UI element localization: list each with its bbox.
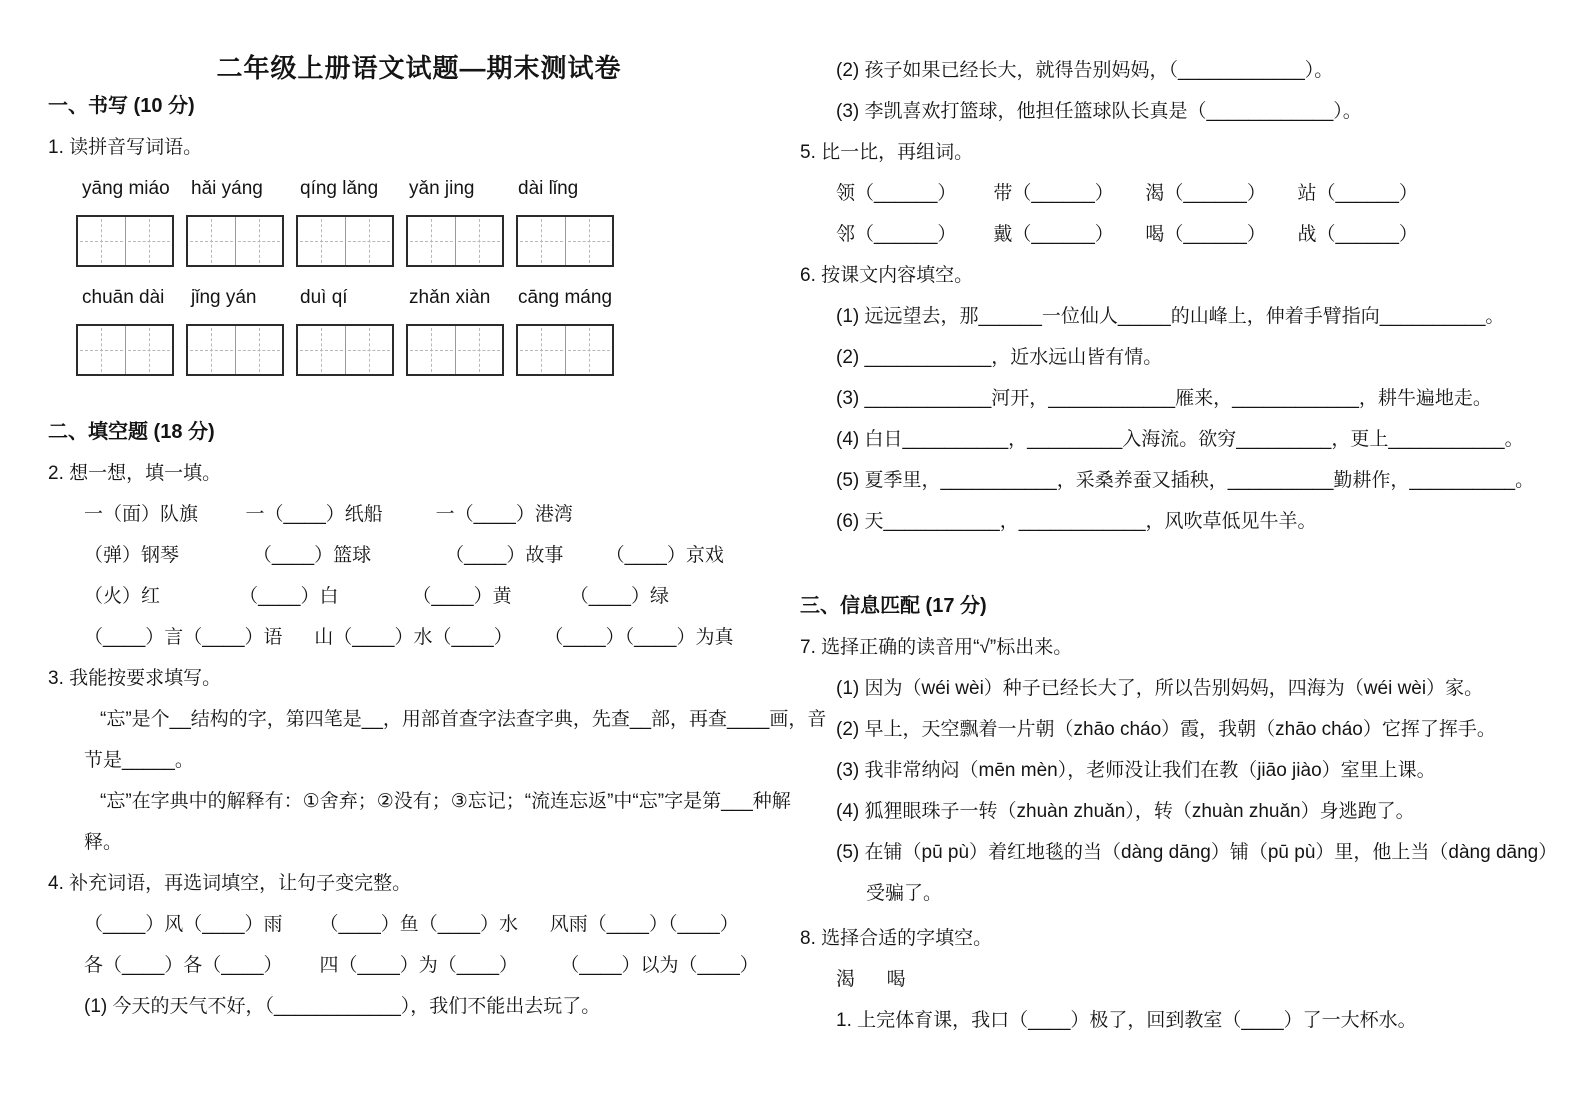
question-2-label: 2. 想一想，填一填。 (48, 463, 222, 484)
question-4-item-3: (3) 李凯喜欢打篮球，他担任篮球队长真是（____________）。 (836, 101, 1362, 122)
question-6-item: (5) 夏季里，___________，采桑养蚕又插秧，__________勤耕作，__________。 (836, 470, 1535, 491)
question-6-item: (4) 白日__________，_________入海流。欲穷_________，更上___________。 (836, 429, 1524, 450)
fill-blank-row: 各（____）各（____） 四（____）为（____） （____）以为（____） (84, 955, 759, 976)
left-column (48, 0, 827, 1027)
question-8-choices: 渴 喝 (836, 969, 906, 990)
question-7-item: (3) 我非常纳闷（mēn mèn），老师没让我们在教（jiāo jiào）室里上课。 (836, 760, 1436, 781)
question-7-label: 7. 选择正确的读音用“√”标出来。 (800, 637, 1073, 658)
fill-blank-row: 领（______） 带（______） 渴（______） 站（______） (836, 183, 1418, 204)
section-2-heading: 二、填空题 (18 分) (48, 421, 215, 443)
page-title: 二年级上册语文试题—期末测试卷 (216, 53, 622, 83)
pinyin-word: cāng máng (518, 286, 613, 308)
fill-blank-row: （火）红 （____）白 （____）黄 （____）绿 (84, 586, 669, 607)
question-3-text: 节是_____。 (84, 750, 194, 771)
question-4-item-2: (2) 孩子如果已经长大，就得告别妈妈，（____________）。 (836, 60, 1334, 81)
fill-blank-row: （____）言（____）语 山（____）水（____） （____）（____）为真 (84, 627, 734, 648)
writing-grid-box (186, 324, 284, 376)
writing-grid-row-2 (48, 324, 790, 376)
question-4-label: 4. 补充词语，再选词填空，让句子变完整。 (48, 873, 412, 894)
pinyin-word: hǎi yáng (191, 177, 263, 199)
question-4-item-1: (1) 今天的天气不好，（____________），我们不能出去玩了。 (84, 996, 601, 1017)
question-8-label: 8. 选择合适的字填空。 (800, 928, 993, 949)
writing-grid-box (406, 215, 504, 267)
fill-blank-row: （弹）钢琴 （____）篮球 （____）故事 （____）京戏 (84, 545, 724, 566)
question-3-text: “忘”在字典中的解释有：①舍弃；②没有；③忘记；“流连忘返”中“忘”字是第___种解 (100, 791, 791, 812)
writing-grid-box (186, 215, 284, 267)
section-1-heading: 一、书写 (10 分) (48, 95, 195, 117)
pinyin-word: jǐng yán (191, 286, 257, 308)
pinyin-row-1 (48, 168, 790, 209)
pinyin-word: dài lǐng (518, 177, 579, 199)
question-5-label: 5. 比一比，再组词。 (800, 142, 974, 163)
pinyin-word: yāng miáo (82, 177, 170, 199)
question-7-item-continued: 受骗了。 (866, 883, 943, 904)
pinyin-word: qíng lǎng (300, 177, 379, 199)
pinyin-word: chuān dài (82, 286, 165, 308)
pinyin-row-2 (48, 277, 790, 318)
question-7-item: (2) 早上，天空飘着一片朝（zhāo cháo）霞，我朝（zhāo cháo）它挥了挥手。 (836, 719, 1496, 740)
question-6-item: (3) ____________河开，____________雁来，____________，耕牛遍地走。 (836, 388, 1492, 409)
writing-grid-box (296, 215, 394, 267)
writing-grid-box (516, 324, 614, 376)
writing-grid-box (76, 324, 174, 376)
question-1-label: 1. 读拼音写词语。 (48, 137, 203, 158)
question-6-item: (2) ____________，近水远山皆有情。 (836, 347, 1163, 368)
question-3-text: 释。 (84, 832, 123, 853)
question-6-item: (6) 天___________，____________，风吹草低见牛羊。 (836, 511, 1317, 532)
fill-blank-row: 一（面）队旗 一（____）纸船 一（____）港湾 (84, 504, 573, 525)
section-3-heading: 三、信息匹配 (17 分) (800, 595, 987, 617)
writing-grid-box (296, 324, 394, 376)
question-7-item: (4) 狐狸眼珠子一转（zhuàn zhuǎn），转（zhuàn zhuǎn）身逃跑了。 (836, 801, 1415, 822)
writing-grid-box (76, 215, 174, 267)
question-8-item-1: 1. 上完体育课，我口（____）极了，回到教室（____）了一大杯水。 (836, 1010, 1417, 1031)
fill-blank-row: （____）风（____）雨 （____）鱼（____）水 风雨（____）（____） (84, 914, 739, 935)
question-3-label: 3. 我能按要求填写。 (48, 668, 222, 689)
pinyin-word: yǎn jing (409, 177, 475, 199)
pinyin-word: zhǎn xiàn (409, 286, 491, 308)
fill-blank-row: 邻（______） 戴（______） 喝（______） 战（______） (836, 224, 1418, 245)
question-7-item: (1) 因为（wéi wèi）种子已经长大了，所以告别妈妈，四海为（wéi wèi）家。 (836, 678, 1484, 699)
pinyin-word: duì qí (300, 286, 348, 308)
question-6-item: (1) 远远望去，那______一位仙人_____的山峰上，伸着手臂指向__________。 (836, 306, 1505, 327)
writing-grid-row-1 (48, 215, 790, 267)
writing-grid-box (406, 324, 504, 376)
question-7-item: (5) 在铺（pū pù）着红地毯的当（dàng dāng）铺（pū pù）里，他上当（dàng dāng） (836, 842, 1558, 863)
right-column (800, 0, 1558, 1041)
question-3-text: “忘”是个__结构的字，第四笔是__，用部首查字法查字典，先查__部，再查____画，音 (100, 709, 827, 730)
question-6-label: 6. 按课文内容填空。 (800, 265, 974, 286)
writing-grid-box (516, 215, 614, 267)
